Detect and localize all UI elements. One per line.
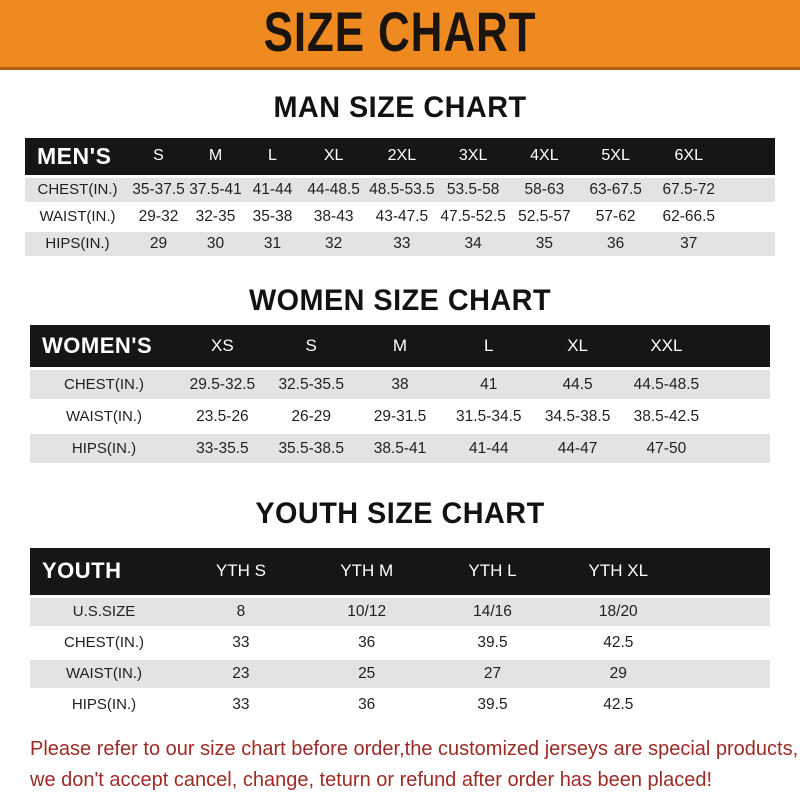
row-label: WAIST(IN.)	[39, 208, 116, 225]
row-spacer	[681, 627, 770, 658]
footer-note-line-2: we don't accept cancel, change, teturn or refund after order has been placed!	[30, 768, 713, 791]
size-cell: 29.5-32.5	[189, 375, 256, 393]
size-cell: 8	[236, 602, 246, 620]
size-column-header: L	[484, 335, 494, 355]
row-spacer	[726, 176, 775, 203]
size-cell: 29-32	[138, 207, 179, 225]
size-cell: 27	[483, 664, 502, 682]
size-column-header: YTH S	[215, 561, 266, 581]
size-cell: 32-35	[195, 207, 236, 225]
size-cell: 38-43	[313, 207, 354, 225]
size-column-header: 5XL	[601, 147, 630, 165]
size-cell: 38	[391, 375, 409, 393]
size-column-header: 4XL	[530, 147, 559, 165]
size-cell: 44.5-48.5	[633, 375, 700, 393]
row-label: WAIST(IN.)	[65, 408, 143, 425]
table-corner-label: YOUTH	[42, 558, 122, 584]
size-cell: 42.5	[603, 695, 634, 713]
size-cell: 38.5-42.5	[633, 407, 700, 425]
size-cell: 35-37.5	[132, 180, 185, 198]
row-spacer	[711, 401, 770, 433]
size-cell: 38.5-41	[373, 439, 427, 457]
page-title: SIZE CHART	[263, 0, 537, 64]
size-cell: 33	[393, 234, 411, 252]
size-cell: 32.5-35.5	[278, 375, 344, 393]
size-cell: 37.5-41	[189, 180, 242, 198]
size-cell: 35	[535, 234, 553, 252]
row-label: CHEST(IN.)	[64, 634, 144, 651]
size-cell: 35-38	[252, 207, 293, 225]
footer-note-line-1: Please refer to our size chart before order,the customized jerseys are special products,	[30, 737, 799, 760]
size-cell: 67.5-72	[662, 180, 716, 198]
row-spacer	[711, 369, 770, 401]
size-column-header: 2XL	[387, 147, 417, 165]
size-cell: 25	[358, 664, 376, 682]
size-column-header: 3XL	[458, 147, 488, 165]
size-cell: 29	[609, 664, 627, 682]
size-column-header: YTH L	[468, 561, 517, 581]
men-size-table	[25, 138, 775, 259]
size-cell: 23.5-26	[196, 407, 249, 425]
row-spacer	[726, 203, 775, 230]
row-label: WAIST(IN.)	[65, 665, 143, 682]
row-spacer	[681, 658, 770, 689]
size-cell: 29-31.5	[373, 407, 427, 425]
row-spacer	[726, 230, 775, 257]
row-label: HIPS(IN.)	[45, 235, 110, 252]
size-column-header: XL	[567, 335, 588, 355]
men-section	[0, 90, 800, 259]
size-cell: 44-48.5	[307, 180, 360, 198]
size-cell: 62-66.5	[662, 207, 716, 225]
size-cell: 44.5	[562, 375, 593, 393]
size-cell: 18/20	[598, 602, 638, 620]
header-spacer	[711, 325, 770, 369]
size-column-header: M	[208, 147, 223, 165]
size-column-header: YTH XL	[588, 561, 649, 581]
size-column-header: 6XL	[674, 147, 703, 165]
size-cell: 30	[206, 234, 225, 252]
size-cell: 33-35.5	[196, 439, 249, 457]
size-cell: 34.5-38.5	[544, 407, 611, 425]
size-cell: 33	[232, 633, 250, 651]
row-spacer	[681, 596, 770, 627]
table-corner-label: WOMEN'S	[42, 332, 153, 358]
size-cell: 37	[680, 234, 698, 252]
banner	[0, 0, 800, 70]
size-cell: 41-44	[468, 439, 509, 457]
size-cell: 41	[480, 375, 498, 393]
size-column-header: M	[392, 335, 408, 355]
youth-size-table	[30, 548, 770, 722]
size-column-header: XXL	[650, 335, 683, 355]
size-cell: 43-47.5	[375, 207, 429, 225]
row-label: HIPS(IN.)	[71, 440, 137, 457]
row-label: CHEST(IN.)	[64, 376, 144, 393]
size-cell: 33	[232, 695, 250, 713]
women-size-table	[30, 325, 770, 467]
row-spacer	[711, 433, 770, 465]
size-cell: 10/12	[347, 602, 387, 620]
size-column-header: L	[268, 147, 277, 165]
size-cell: 42.5	[603, 633, 634, 651]
size-cell: 39.5	[477, 695, 508, 713]
size-cell: 23	[232, 664, 250, 682]
size-cell: 47-50	[646, 439, 687, 457]
size-cell: 57-62	[595, 207, 636, 225]
row-label: U.S.SIZE	[72, 603, 136, 620]
size-cell: 34	[464, 234, 482, 252]
size-cell: 48.5-53.5	[369, 180, 435, 198]
youth-section-heading: YOUTH SIZE CHART	[255, 497, 545, 530]
size-cell: 32	[325, 234, 343, 252]
size-cell: 52.5-57	[518, 207, 571, 225]
row-spacer	[681, 689, 770, 720]
size-cell: 36	[358, 633, 376, 651]
header-spacer	[726, 138, 775, 176]
size-column-header: XS	[211, 335, 234, 355]
size-cell: 31	[263, 234, 282, 252]
header-spacer	[681, 548, 770, 596]
men-section-heading: MAN SIZE CHART	[273, 91, 527, 124]
row-label: CHEST(IN.)	[37, 181, 118, 198]
size-cell: 63-67.5	[589, 180, 642, 198]
size-column-header: S	[305, 335, 317, 355]
women-section	[0, 283, 800, 467]
row-label: HIPS(IN.)	[71, 696, 137, 713]
size-cell: 29	[149, 234, 168, 252]
size-cell: 41-44	[252, 180, 293, 198]
table-corner-label: MEN'S	[37, 142, 112, 169]
women-section-heading: WOMEN SIZE CHART	[248, 283, 552, 317]
size-cell: 35.5-38.5	[278, 439, 344, 457]
size-cell: 31.5-34.5	[456, 407, 522, 425]
size-cell: 36	[607, 234, 625, 252]
size-cell: 47.5-52.5	[440, 207, 506, 225]
footer-note	[0, 734, 800, 796]
size-cell: 39.5	[477, 633, 508, 651]
youth-section	[0, 496, 800, 722]
size-column-header: YTH M	[340, 561, 394, 581]
size-cell: 26-29	[291, 407, 332, 425]
size-column-header: XL	[323, 147, 344, 165]
size-column-header: S	[153, 147, 164, 165]
size-cell: 14/16	[473, 602, 512, 620]
size-cell: 53.5-58	[446, 180, 500, 198]
size-cell: 44-47	[557, 439, 598, 457]
size-cell: 36	[358, 695, 376, 713]
size-cell: 58-63	[524, 180, 565, 198]
